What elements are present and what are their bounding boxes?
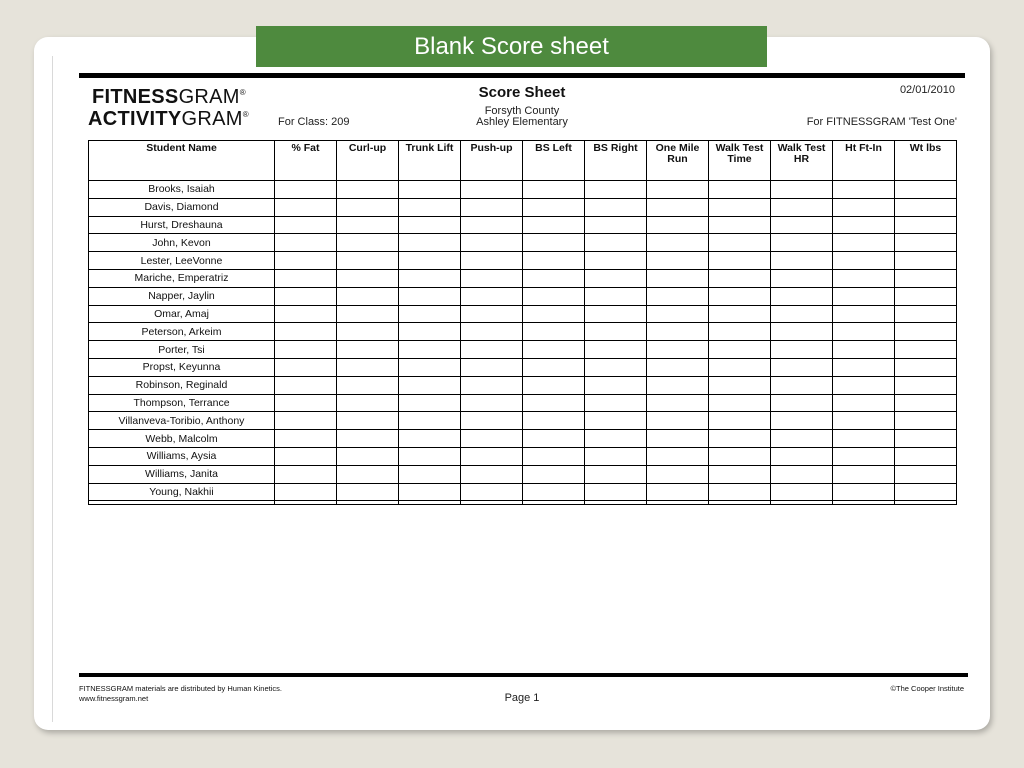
score-cell[interactable] [585,269,647,287]
score-cell[interactable] [709,305,771,323]
score-cell[interactable] [399,465,461,483]
score-cell[interactable] [523,447,585,465]
score-cell[interactable] [461,269,523,287]
score-cell[interactable] [585,430,647,448]
student-name-cell: Robinson, Reginald [89,376,275,394]
score-cell[interactable] [585,483,647,501]
score-cell[interactable] [585,181,647,199]
score-cell[interactable] [647,252,709,270]
score-cell[interactable] [833,269,895,287]
score-cell[interactable] [771,447,833,465]
score-cell[interactable] [771,181,833,199]
score-cell[interactable] [461,447,523,465]
score-cell[interactable] [275,323,337,341]
column-header: Push-up [461,141,523,181]
score-cell[interactable] [523,394,585,412]
table-row [89,394,957,412]
score-cell[interactable] [275,358,337,376]
score-cell[interactable] [585,376,647,394]
score-cell[interactable] [337,465,399,483]
score-cell[interactable] [461,483,523,501]
score-cell[interactable] [709,376,771,394]
score-cell[interactable] [461,341,523,359]
score-cell[interactable] [275,447,337,465]
score-cell[interactable] [771,323,833,341]
score-cell[interactable] [461,234,523,252]
score-cell[interactable] [709,234,771,252]
copyright-text: ©The Cooper Institute [890,684,964,693]
score-cell[interactable] [275,465,337,483]
student-name-cell: Williams, Janita [89,465,275,483]
logo-thin-text: GRAM [178,86,240,108]
score-cell[interactable] [585,465,647,483]
date-label: 02/01/2010 [899,84,955,96]
score-cell[interactable] [275,483,337,501]
score-cell[interactable] [275,198,337,216]
score-cell[interactable] [709,483,771,501]
score-cell[interactable] [337,341,399,359]
footer-rule [79,673,968,677]
score-cell[interactable] [833,198,895,216]
score-cell[interactable] [833,376,895,394]
student-name-cell: John, Kevon [89,234,275,252]
score-cell[interactable] [275,269,337,287]
score-cell[interactable] [337,198,399,216]
score-cell[interactable] [647,430,709,448]
score-cell[interactable] [647,269,709,287]
table-row [89,447,957,465]
fitnessgram-logo [92,86,246,109]
score-cell[interactable] [399,483,461,501]
score-cell[interactable] [771,412,833,430]
score-cell[interactable] [771,234,833,252]
activitygram-logo [88,108,249,131]
score-cell[interactable] [647,287,709,305]
score-cell[interactable] [399,358,461,376]
empty-cell [771,501,833,505]
score-cell[interactable] [461,430,523,448]
score-cell[interactable] [895,412,957,430]
column-header: BS Right [585,141,647,181]
score-cell[interactable] [771,216,833,234]
score-cell[interactable] [275,234,337,252]
score-cell[interactable] [275,394,337,412]
score-cell[interactable] [399,305,461,323]
score-cell[interactable] [523,465,585,483]
score-cell[interactable] [461,198,523,216]
score-cell[interactable] [709,465,771,483]
score-cell[interactable] [895,394,957,412]
score-cell[interactable] [833,412,895,430]
score-cell[interactable] [585,394,647,412]
score-table [88,140,957,505]
table-row [89,216,957,234]
score-cell[interactable] [833,323,895,341]
score-cell[interactable] [585,198,647,216]
score-cell[interactable] [771,376,833,394]
score-cell[interactable] [523,305,585,323]
score-cell[interactable] [709,198,771,216]
table-row [89,483,957,501]
distributed-text: FITNESSGRAM materials are distributed by Human Kinetics. [79,684,282,693]
score-cell[interactable] [647,234,709,252]
score-cell[interactable] [585,305,647,323]
column-header: Student Name [89,141,275,181]
score-cell[interactable] [399,412,461,430]
school-label: Ashley Elementary [476,116,568,128]
score-cell[interactable] [523,234,585,252]
score-cell[interactable] [461,216,523,234]
empty-cell [709,501,771,505]
score-cell[interactable] [275,181,337,199]
score-cell[interactable] [337,412,399,430]
score-cell[interactable] [895,305,957,323]
empty-cell [461,501,523,505]
sheet-title: Score Sheet [478,84,566,101]
score-cell[interactable] [647,341,709,359]
score-cell[interactable] [895,358,957,376]
header-rule [79,73,965,78]
score-cell[interactable] [647,447,709,465]
website-text: www.fitnessgram.net [79,694,149,703]
score-cell[interactable] [647,181,709,199]
footer-distribution [79,684,282,704]
score-cell[interactable] [771,341,833,359]
column-header: Ht Ft-In [833,141,895,181]
score-cell[interactable] [585,287,647,305]
column-header: Trunk Lift [399,141,461,181]
score-cell[interactable] [895,216,957,234]
score-cell[interactable] [275,412,337,430]
score-cell[interactable] [523,198,585,216]
score-cell[interactable] [771,269,833,287]
score-cell[interactable] [461,394,523,412]
score-cell[interactable] [895,181,957,199]
score-cell[interactable] [771,198,833,216]
score-cell[interactable] [833,305,895,323]
score-cell[interactable] [461,305,523,323]
score-cell[interactable] [399,376,461,394]
score-cell[interactable] [399,216,461,234]
student-name-cell: Mariche, Emperatriz [89,269,275,287]
score-cell[interactable] [895,376,957,394]
column-header: % Fat [275,141,337,181]
score-cell[interactable] [833,216,895,234]
score-cell[interactable] [771,358,833,376]
slide-title-banner: Blank Score sheet [256,26,767,67]
score-cell[interactable] [709,430,771,448]
score-cell[interactable] [523,269,585,287]
empty-cell [585,501,647,505]
score-cell[interactable] [585,323,647,341]
table-row [89,181,957,199]
score-cell[interactable] [709,323,771,341]
score-cell[interactable] [337,376,399,394]
score-cell[interactable] [399,323,461,341]
score-cell[interactable] [585,216,647,234]
score-cell[interactable] [585,412,647,430]
score-cell[interactable] [399,341,461,359]
score-cell[interactable] [771,305,833,323]
score-cell[interactable] [461,412,523,430]
score-cell[interactable] [833,181,895,199]
table-row [89,358,957,376]
student-name-cell: Porter, Tsi [89,341,275,359]
score-cell[interactable] [523,287,585,305]
score-cell[interactable] [399,287,461,305]
empty-cell [895,501,957,505]
score-cell[interactable] [523,341,585,359]
score-cell[interactable] [709,394,771,412]
score-cell[interactable] [895,252,957,270]
score-cell[interactable] [399,181,461,199]
score-cell[interactable] [585,252,647,270]
table-row [89,412,957,430]
score-cell[interactable] [275,305,337,323]
score-cell[interactable] [523,412,585,430]
column-header: One Mile Run [647,141,709,181]
student-name-cell: Villanveva-Toribio, Anthony [89,412,275,430]
score-cell[interactable] [337,181,399,199]
score-cell[interactable] [833,341,895,359]
score-cell[interactable] [771,252,833,270]
score-cell[interactable] [275,252,337,270]
score-cell[interactable] [647,216,709,234]
score-cell[interactable] [585,341,647,359]
table-row [89,323,957,341]
score-cell[interactable] [275,216,337,234]
score-cell[interactable] [399,198,461,216]
score-cell[interactable] [461,376,523,394]
table-row [89,465,957,483]
student-name-cell: Davis, Diamond [89,198,275,216]
table-row [89,305,957,323]
column-header: Wt lbs [895,141,957,181]
score-cell[interactable] [833,430,895,448]
score-cell[interactable] [523,483,585,501]
empty-cell [89,501,275,505]
student-name-cell: Lester, LeeVonne [89,252,275,270]
score-cell[interactable] [833,358,895,376]
logo-bold-text: ACTIVITY [88,108,182,130]
score-cell[interactable] [709,181,771,199]
student-name-cell: Webb, Malcolm [89,430,275,448]
for-class-label: For Class: 209 [278,116,350,128]
score-cell[interactable] [709,447,771,465]
logo-thin-text: GRAM [181,108,243,130]
student-name-cell: Propst, Keyunna [89,358,275,376]
score-cell[interactable] [399,430,461,448]
score-cell[interactable] [523,323,585,341]
score-cell[interactable] [399,252,461,270]
student-name-cell: Thompson, Terrance [89,394,275,412]
score-cell[interactable] [275,376,337,394]
score-cell[interactable] [895,447,957,465]
score-cell[interactable] [647,323,709,341]
score-cell[interactable] [275,430,337,448]
score-cell[interactable] [895,198,957,216]
score-cell[interactable] [399,269,461,287]
score-cell[interactable] [895,341,957,359]
score-cell[interactable] [523,430,585,448]
score-cell[interactable] [647,483,709,501]
score-cell[interactable] [833,483,895,501]
score-cell[interactable] [895,483,957,501]
score-cell[interactable] [833,252,895,270]
table-row [89,430,957,448]
score-cell[interactable] [647,412,709,430]
score-cell[interactable] [585,358,647,376]
score-cell[interactable] [895,430,957,448]
score-cell[interactable] [647,198,709,216]
empty-cell [647,501,709,505]
score-cell[interactable] [337,394,399,412]
score-cell[interactable] [399,394,461,412]
empty-cell [399,501,461,505]
empty-cell [833,501,895,505]
score-cell[interactable] [771,287,833,305]
score-cell[interactable] [647,465,709,483]
table-row [89,252,957,270]
empty-cell [275,501,337,505]
score-cell[interactable] [337,252,399,270]
score-cell[interactable] [523,216,585,234]
student-name-cell: Napper, Jaylin [89,287,275,305]
score-cell[interactable] [275,341,337,359]
score-cell[interactable] [647,305,709,323]
score-cell[interactable] [647,358,709,376]
score-cell[interactable] [833,287,895,305]
score-cell[interactable] [461,465,523,483]
registered-mark: ® [239,88,246,97]
score-cell[interactable] [647,376,709,394]
score-cell[interactable] [709,358,771,376]
table-row [89,341,957,359]
score-cell[interactable] [895,323,957,341]
score-cell[interactable] [337,216,399,234]
score-cell[interactable] [275,287,337,305]
score-cell[interactable] [399,234,461,252]
registered-mark: ® [242,110,249,119]
student-name-cell: Peterson, Arkeim [89,323,275,341]
empty-cell [523,501,585,505]
score-cell[interactable] [833,394,895,412]
score-cell[interactable] [771,394,833,412]
score-cell[interactable] [523,252,585,270]
test-name-label: For FITNESSGRAM 'Test One' [806,116,957,128]
score-cell[interactable] [709,216,771,234]
score-cell[interactable] [337,323,399,341]
score-cell[interactable] [523,181,585,199]
score-cell[interactable] [461,358,523,376]
score-cell[interactable] [337,269,399,287]
table-row [89,198,957,216]
table-row [89,376,957,394]
score-cell[interactable] [461,287,523,305]
score-cell[interactable] [833,465,895,483]
score-cell[interactable] [337,358,399,376]
score-cell[interactable] [647,394,709,412]
student-name-cell: Omar, Amaj [89,305,275,323]
score-cell[interactable] [709,341,771,359]
score-cell[interactable] [709,287,771,305]
score-cell[interactable] [585,447,647,465]
table-row [89,287,957,305]
score-cell[interactable] [461,252,523,270]
column-header: BS Left [523,141,585,181]
score-cell[interactable] [337,447,399,465]
score-cell[interactable] [461,323,523,341]
score-cell[interactable] [337,287,399,305]
score-cell[interactable] [399,447,461,465]
table-row [89,269,957,287]
table-header-row [89,141,957,181]
student-name-cell: Young, Nakhii [89,483,275,501]
score-cell[interactable] [523,376,585,394]
score-cell[interactable] [771,465,833,483]
score-cell[interactable] [337,430,399,448]
score-cell[interactable] [771,430,833,448]
score-cell[interactable] [709,252,771,270]
score-cell[interactable] [833,447,895,465]
score-cell[interactable] [585,234,647,252]
student-name-cell: Williams, Aysia [89,447,275,465]
score-cell[interactable] [895,465,957,483]
score-cell[interactable] [523,358,585,376]
page-number: Page 1 [504,692,540,704]
county-label: Forsyth County [484,105,560,117]
score-cell[interactable] [895,234,957,252]
student-name-cell: Brooks, Isaiah [89,181,275,199]
score-cell[interactable] [709,412,771,430]
score-cell[interactable] [895,287,957,305]
column-header: Walk Test Time [709,141,771,181]
score-cell[interactable] [709,269,771,287]
score-cell[interactable] [337,234,399,252]
score-cell[interactable] [461,181,523,199]
score-cell[interactable] [895,269,957,287]
column-header: Curl-up [337,141,399,181]
column-header: Walk Test HR [771,141,833,181]
score-cell[interactable] [337,305,399,323]
table-end-row [89,501,957,505]
empty-cell [337,501,399,505]
student-name-cell: Hurst, Dreshauna [89,216,275,234]
score-cell[interactable] [833,234,895,252]
score-cell[interactable] [771,483,833,501]
table-row [89,234,957,252]
score-cell[interactable] [337,483,399,501]
slide-divider [52,56,53,722]
logo-bold-text: FITNESS [92,86,179,108]
